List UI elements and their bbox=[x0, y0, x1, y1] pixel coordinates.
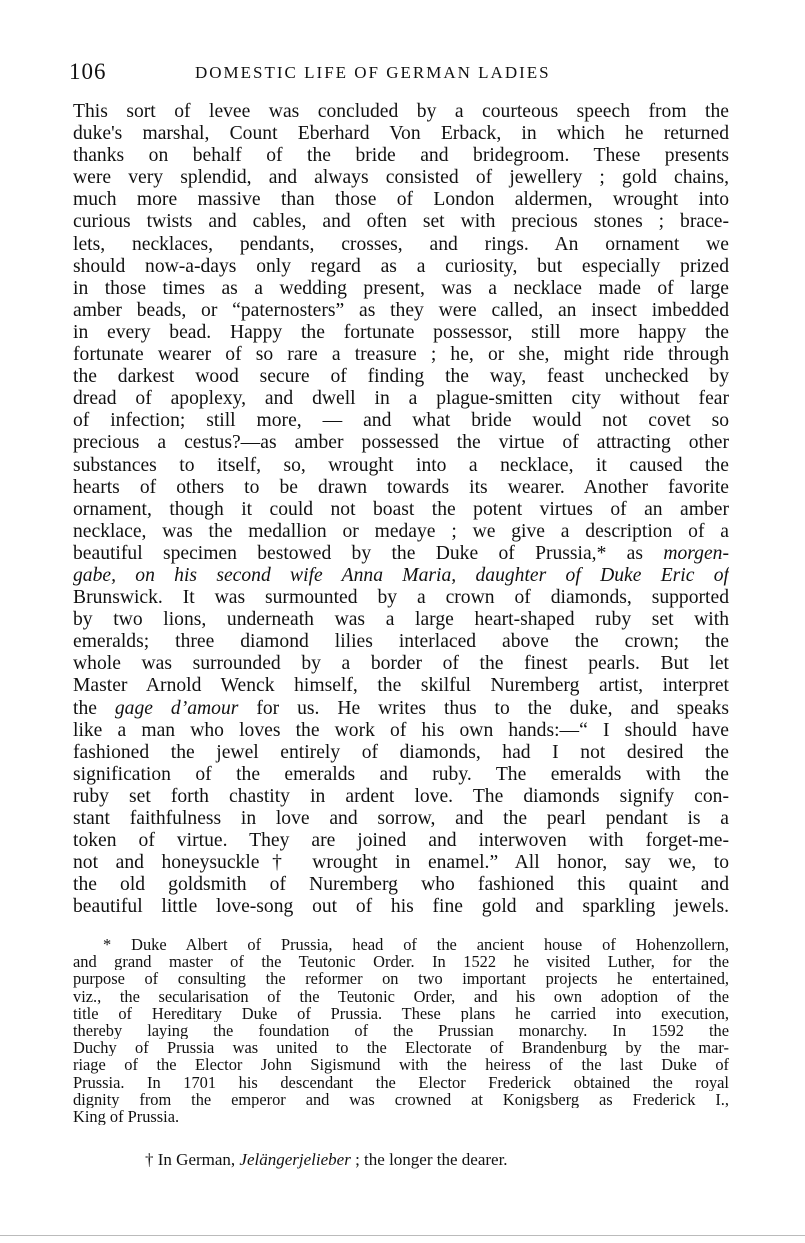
text-line: This sort of levee was concluded by a courteous speech from the bbox=[73, 101, 729, 122]
text-line: signification of the emeralds and ruby. The emeralds with the bbox=[73, 763, 729, 785]
footnote-line: viz., the secularisation of the Teutonic Order, and his own adoption of the bbox=[73, 987, 729, 1005]
text-line: of infection; still more, — and what bride would not covet so bbox=[73, 410, 729, 432]
text-line: fortunate wearer of so rare a treasure ; he, or she, might ride through bbox=[73, 344, 729, 366]
text-line: Master Arnold Wenck himself, the skilful Nuremberg artist, interpret bbox=[73, 675, 729, 697]
text-line: were very splendid, and always consisted of jewellery ; gold chains, bbox=[73, 167, 729, 189]
page-edge-divider bbox=[0, 1235, 805, 1236]
footnote-line: riage of the Elector John Sigismund with the heiress of the last Duke of bbox=[73, 1056, 729, 1074]
footnote-line: dignity from the emperor and was crowned at Konigsberg as Frederick I., bbox=[73, 1090, 729, 1108]
text-line bbox=[73, 543, 729, 565]
text-line: lets, necklaces, pendants, crosses, and rings. An ornament we bbox=[73, 233, 729, 255]
text-line: duke's marshal, Count Eberhard Von Erback, in which he returned bbox=[73, 123, 729, 145]
text-line: whole was surrounded by a border of the finest pearls. But let bbox=[73, 653, 729, 675]
text-line bbox=[73, 698, 729, 720]
text-line: precious a cestus?—as amber possessed the virtue of attracting other bbox=[73, 432, 729, 454]
text-segment: the bbox=[73, 697, 97, 719]
footnote-line: and grand master of the Teutonic Order. In 1522 he visited Luther, for the bbox=[73, 953, 729, 971]
footnote-line: purpose of consulting the reformer on two important projects he entertained, bbox=[73, 970, 729, 988]
footnote-line: thereby laying the foundation of the Prussian monarchy. In 1592 the bbox=[73, 1021, 729, 1040]
text-line: ruby set forth chastity in ardent love. The diamonds signify con- bbox=[73, 785, 729, 807]
text-line: should now-a-days only regard as a curiosity, but especially prized bbox=[73, 255, 729, 277]
text-line: like a man who loves the work of his own hands:—“ I should have bbox=[73, 719, 729, 741]
text-line: thanks on behalf of the bride and bridegroom. These presents bbox=[73, 145, 729, 167]
footnote-text: ; the longer the dearer. bbox=[350, 1150, 508, 1169]
text-line: fashioned the jewel entirely of diamonds, had I not desired the bbox=[73, 741, 729, 763]
text-line: token of virtue. They are joined and interwoven with forget-me- bbox=[73, 830, 729, 852]
italic-word: Jelängerjelieber bbox=[239, 1150, 351, 1169]
italic-word: gabe, on his second wife Anna Maria, daughter of Duke Eric of bbox=[73, 564, 729, 586]
footnote-line: Duchy of Prussia was united to the Electorate of Brandenburg by the mar- bbox=[73, 1039, 729, 1057]
text-segment: beautiful specimen bestowed by the Duke of Prussia,* as bbox=[73, 542, 644, 564]
text-segment: for us. He writes thus to the duke, and speaks bbox=[238, 697, 729, 719]
page-number: 106 bbox=[69, 59, 107, 84]
text-line: in every bead. Happy the fortunate possessor, still more happy the bbox=[73, 321, 729, 343]
footnote-line: King of Prussia. bbox=[73, 1107, 180, 1126]
text-line: ornament, though it could not boast the potent virtues of an amber bbox=[73, 498, 729, 520]
footnote-albert bbox=[73, 936, 729, 1125]
footnote-line: title of Hereditary Duke of Prussia. These plans he carried into execution, bbox=[73, 1004, 729, 1022]
text-line bbox=[73, 565, 729, 587]
footnote-german bbox=[73, 1150, 729, 1170]
text-line: necklace, was the medallion or medaye ; we give a description of a bbox=[73, 520, 729, 542]
main-text bbox=[73, 101, 729, 918]
text-line: Brunswick. It was surmounted by a crown of diamonds, supported bbox=[73, 587, 729, 609]
footnote-line: * Duke Albert of Prussia, head of the ancient house of Hohenzollern, bbox=[103, 936, 729, 954]
text-line: stant faithfulness in love and sorrow, and the pearl pendant is a bbox=[73, 808, 729, 829]
footnote-text: † In German, bbox=[145, 1150, 240, 1169]
footnote-line: Prussia. In 1701 his descendant the Elector Frederick obtained the royal bbox=[73, 1073, 729, 1091]
text-line: beautiful little love-song out of his fine gold and sparkling jewels. bbox=[73, 896, 729, 918]
text-line: by two lions, underneath was a large heart-shaped ruby set with bbox=[73, 609, 729, 631]
text-line: substances to itself, so, wrought into a necklace, it caused the bbox=[73, 454, 729, 476]
italic-phrase: gage d’amour bbox=[114, 697, 239, 719]
running-title: DOMESTIC LIFE OF GERMAN LADIES bbox=[195, 63, 551, 82]
text-line: not and honeysuckle† wrought in enamel.” All honor, say we, to bbox=[73, 852, 729, 874]
text-line: in those times as a wedding present, was a necklace made of large bbox=[73, 277, 729, 299]
text-line: emeralds; three diamond lilies interlaced above the crown; the bbox=[73, 631, 729, 653]
text-line: hearts of others to be drawn towards its wearer. Another favorite bbox=[73, 476, 729, 498]
text-line: dread of apoplexy, and dwell in a plague-smitten city without fear bbox=[73, 388, 729, 410]
text-line: the old goldsmith of Nuremberg who fashioned this quaint and bbox=[73, 874, 729, 896]
text-line: amber beads, or “paternosters” as they were called, an insect imbedded bbox=[73, 299, 729, 321]
page-header bbox=[69, 58, 731, 88]
text-line: much more massive than those of London aldermen, wrought into bbox=[73, 189, 729, 211]
text-line: the darkest wood secure of finding the way, feast unchecked by bbox=[73, 366, 729, 388]
italic-word: morgen- bbox=[663, 542, 729, 564]
text-line: curious twists and cables, and often set with precious stones ; brace- bbox=[73, 211, 729, 233]
